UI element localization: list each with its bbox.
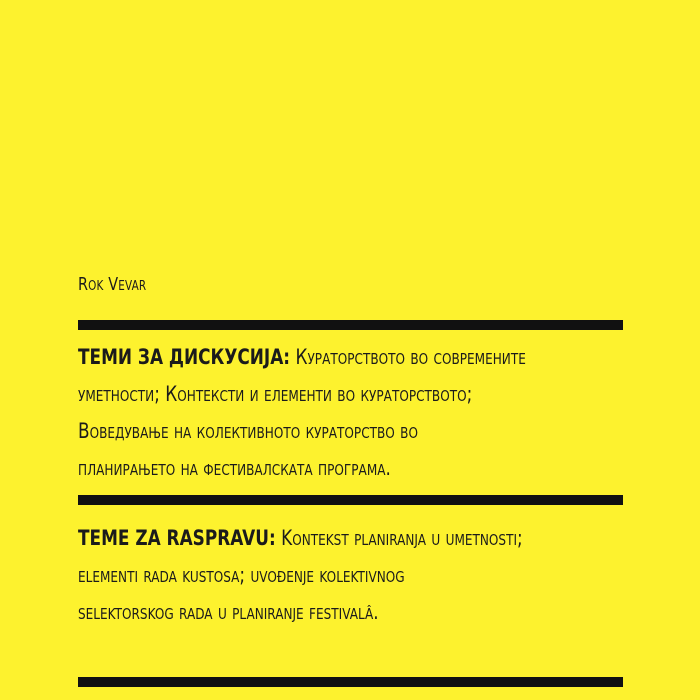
divider-rule [78,495,623,505]
topics-text: Kontekst planiranja u umetnosti; [281,526,523,550]
topics-line: selektorskog rada u planiranje festivalâ. [78,600,379,624]
topics-text: Кураторството во современите [295,345,526,369]
topics-heading: TEME ZA RASPRAVU: [78,526,276,550]
topics-heading: ТЕМИ ЗА ДИСКУСИЈА: [78,345,291,369]
topics-croatian [78,520,619,631]
topics-line [78,339,619,376]
author-name: Rok Vevar [78,274,147,295]
topics-line: уметности; Контексти и елементи во кураторството; [78,382,473,406]
divider-rule [78,677,623,687]
topics-line [78,520,619,557]
topics-macedonian [78,339,619,487]
divider-rule [78,320,623,330]
topics-line: Воведување на колективното кураторство во [78,419,418,443]
topics-line: планирањето на фестивалската програма. [78,456,391,480]
topics-line: elementi rada kustosa; uvođenje kolektivnog [78,563,405,587]
